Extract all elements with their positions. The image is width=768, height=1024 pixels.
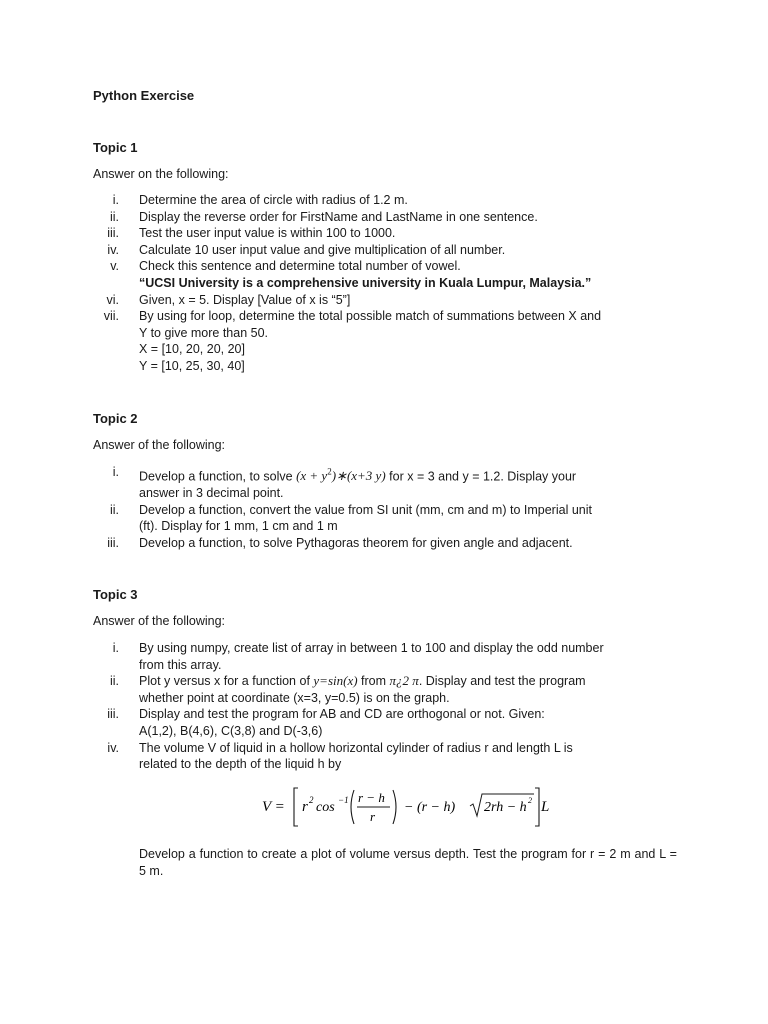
topic3-intro: Answer of the following: <box>93 614 226 628</box>
topic2-list <box>93 464 678 551</box>
left-paren <box>351 790 354 824</box>
quoted-sentence: “UCSI University is a comprehensive university in Kuala Lumpur, Malaysia.” <box>139 275 592 290</box>
array-y: Y = [10, 25, 30, 40] <box>139 358 245 373</box>
list-item: vii. By using for loop, determine the total possible match of summations between X and Y to give more than 50. X = [10, 20, 20, 20] Y = [10, 25, 30, 40] <box>93 308 678 374</box>
formula-minus-term: − (r − h) <box>404 800 456 815</box>
right-paren <box>393 790 396 824</box>
topic3-heading: Topic 3 <box>93 587 138 602</box>
formula-r-exp: 2 <box>309 795 314 805</box>
list-item: iii. Display and test the program for AB and CD are orthogonal or not. Given: A(1,2), B(4,6), C(3,8) and D(-3,6) <box>107 707 545 738</box>
list-item: v. Check this sentence and determine total number of vowel. “UCSI University is a comprehensive university in Kuala Lumpur, Malaysia.” <box>93 258 678 291</box>
formula-numerator: r − h <box>358 790 385 805</box>
list-item: iv. The volume V of liquid in a hollow horizontal cylinder of radius r and length L is related to the depth of the liquid h by <box>107 740 573 772</box>
formula-cos: cos <box>316 800 335 815</box>
left-bracket <box>294 788 298 826</box>
topic1-intro: Answer on the following: <box>93 167 229 181</box>
topic2-intro: Answer of the following: <box>93 438 226 452</box>
list-item: i. Determine the area of circle with radius of 1.2 m. <box>112 193 408 207</box>
topic1-heading: Topic 1 <box>93 140 138 155</box>
formula-lhs: V = <box>262 799 285 815</box>
list-item: iii. Test the user input value is within 100 to 1000. <box>107 226 396 241</box>
formula-L: L <box>541 799 550 815</box>
formula-r: r <box>302 799 308 815</box>
list-item: vi. Given, x = 5. Display [Value of x is “5”] <box>106 292 351 307</box>
formula-denominator: r <box>370 809 376 824</box>
formula-inverse: −1 <box>338 795 349 805</box>
topic3-list <box>93 640 678 773</box>
list-item: ii. Develop a function, convert the value from SI unit (mm, cm and m) to Imperial unit (ft). Display for 1 mm, 1 cm and 1 m <box>109 502 592 534</box>
expression-formula: $(x + y^2)∗(x+3$ y) <box>296 467 386 484</box>
list-item: ii. Plot y versus x for a function of y=sin(x) from π¿2 π. Display and test the program whether point at coordinate (x=3, y=0.5) is on the graph. <box>109 673 586 705</box>
sine-function-formula: y=sin(x) <box>313 673 358 689</box>
formula-sqrt-exp: 2 <box>528 796 532 805</box>
topic1-list <box>93 192 678 375</box>
formula-sqrt-body: 2rh − h <box>484 800 527 815</box>
topic2-heading: Topic 2 <box>93 411 138 426</box>
list-item: iii. Develop a function, to solve Pythagoras theorem for given angle and adjacent. <box>107 535 573 550</box>
topic3-closing: Develop a function to create a plot of volume versus depth. Test the program for r = 2 m and L = 5 m. <box>139 847 677 878</box>
list-item: i. Develop a function, to solve $(x + y^2)∗(x+3$ y) for x = 3 and y = 1.2. Display your answer in 3 decimal point. <box>112 465 577 500</box>
volume-formula <box>262 784 552 830</box>
list-item: i. By using numpy, create list of array in between 1 to 100 and display the odd number from this array. <box>112 641 604 672</box>
list-item: iv. Calculate 10 user input value and give multiplication of all number. <box>107 242 506 257</box>
range-formula: π¿2 π <box>389 673 419 689</box>
list-item: ii. Display the reverse order for FirstName and LastName in one sentence. <box>109 209 538 224</box>
document-title: Python Exercise <box>93 88 195 103</box>
right-bracket <box>535 788 539 826</box>
array-x: X = [10, 20, 20, 20] <box>139 342 245 357</box>
